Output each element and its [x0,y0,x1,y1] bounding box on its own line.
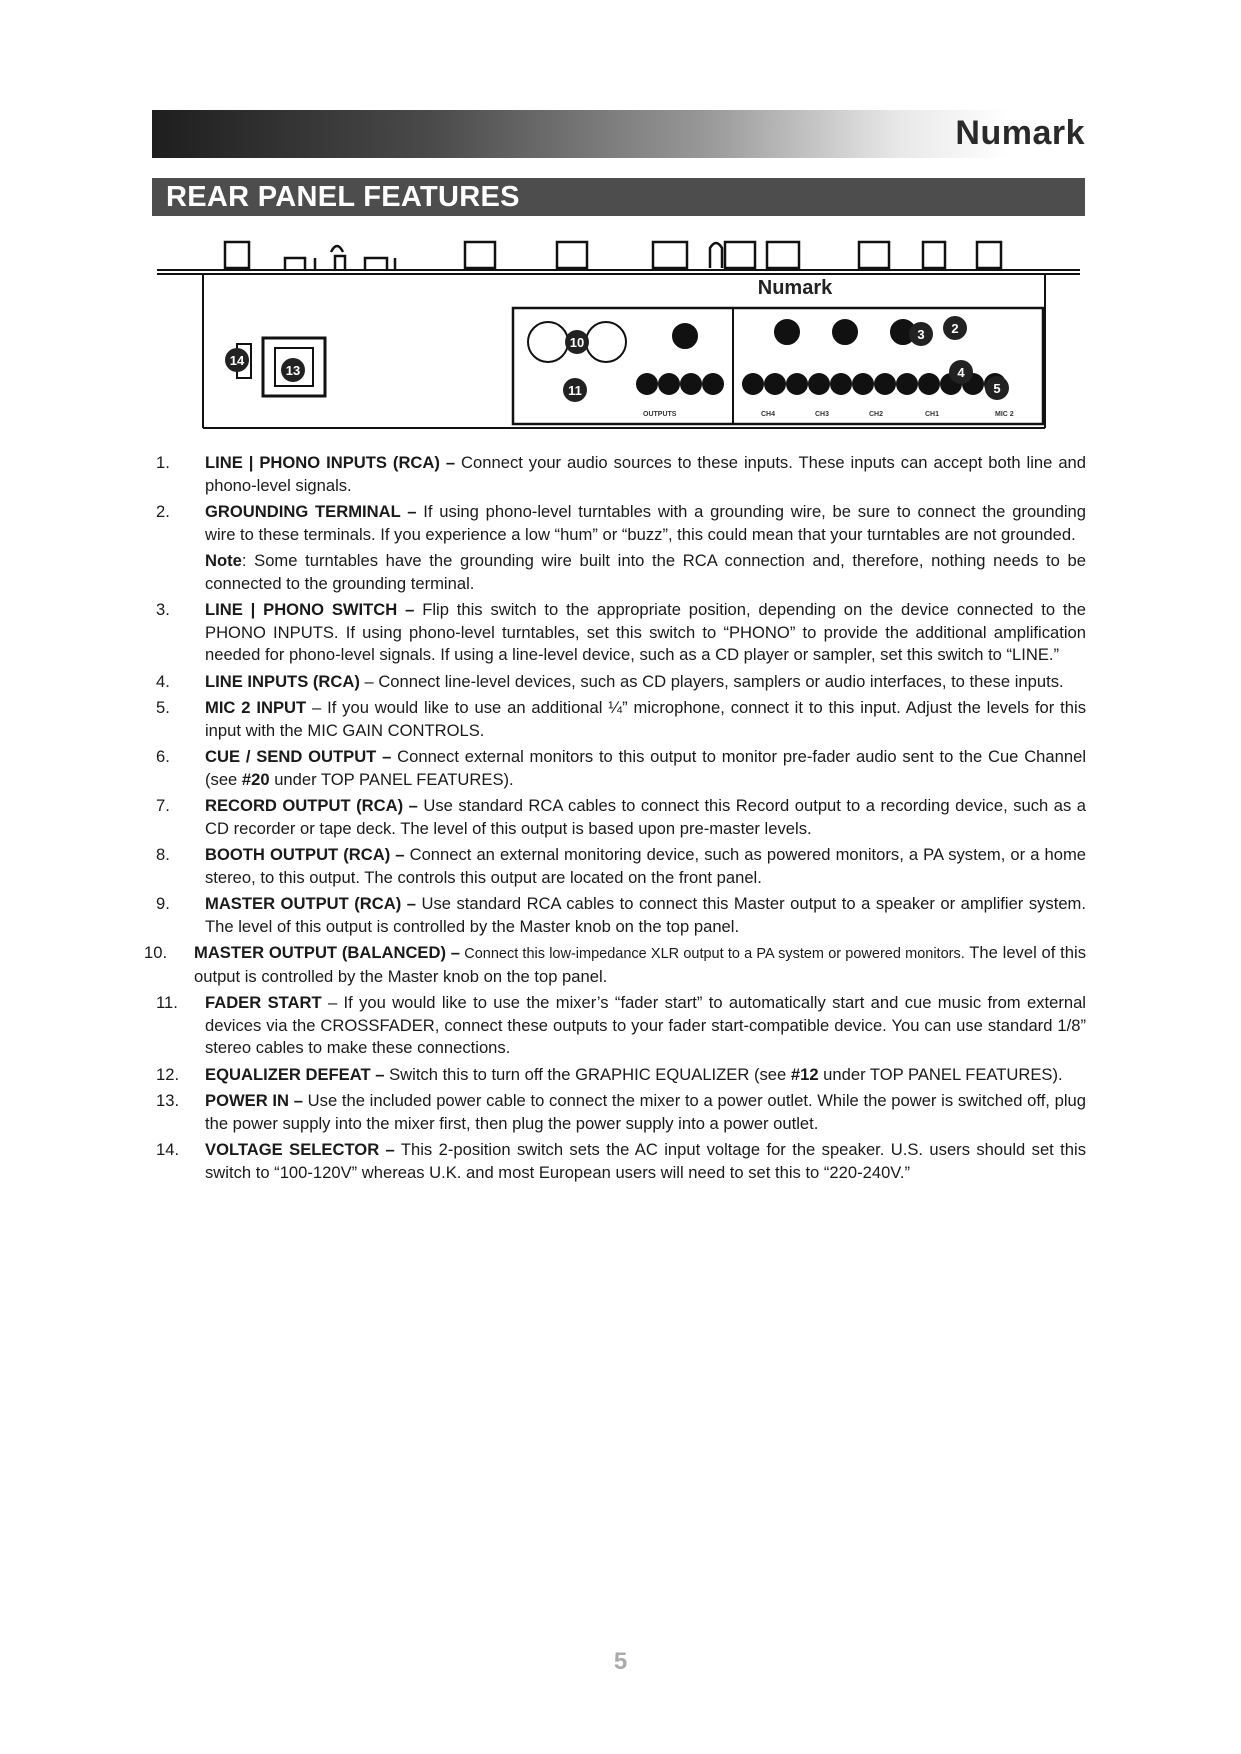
item-text: The level of this output is controlled by the Master knob on the top panel. [194,943,1086,986]
item-term: LINE | PHONO INPUTS (RCA) – [205,453,456,472]
item-term: CUE / SEND OUTPUT – [205,747,392,766]
panel-brand: Numark [757,277,833,299]
callout-10: 10 [569,335,585,350]
item-text: under TOP PANEL FEATURES). [818,1064,1063,1084]
feature-list [144,452,1087,1188]
item-term: RECORD OUTPUT (RCA) – [205,796,418,815]
list-item [152,844,1086,889]
item-reference: #12 [790,1064,819,1084]
item-number: 3. [156,600,170,619]
section-header [152,178,1085,216]
item-text: Switch this to turn off the GRAPHIC EQUALIZER (see [384,1064,791,1084]
item-term: LINE | PHONO SWITCH – [205,600,415,619]
item-term: MIC 2 INPUT [205,698,307,717]
item-term: GROUNDING TERMINAL – [205,502,417,521]
section-title: REAR PANEL FEATURES [166,181,520,213]
item-text: Connect your audio sources to these inputs. These inputs can accept both line and phono-level signals. [205,453,1087,495]
item-number: 9. [156,894,170,913]
item-term: EQUALIZER DEFEAT – [205,1064,385,1084]
item-term: VOLTAGE SELECTOR – [205,1140,395,1159]
item-number: 8. [156,845,170,864]
item-number: 11. [156,993,178,1012]
list-item [152,746,1086,791]
callout-14-left: 14 [229,353,245,368]
header-gradient-bar [152,110,1085,158]
label-ch4: CH4 [761,411,776,418]
callout-5: 5 [993,381,1001,396]
item-term: MASTER OUTPUT (RCA) – [205,894,416,913]
list-item [152,671,1086,694]
item-number: 13. [156,1091,180,1110]
item-number: 2. [156,502,170,521]
list-item [152,1090,1086,1135]
item-number: 12. [156,1064,180,1084]
list-item [152,697,1086,742]
list-item [152,795,1086,840]
item-term: FADER START [205,993,322,1012]
item-text: under TOP PANEL FEATURES). [269,769,514,789]
label-mic2: MIC 2 [995,411,1014,418]
item-text: – If you would like to use the mixer’s “fader start” to automatically start and cue music from external devices via the CROSSFADER, connect these outputs to your fader start-compatible device. You can use standard 1/8” stereo cables to make these connections. [205,993,1086,1057]
item-term: LINE INPUTS (RCA) [205,671,360,691]
item-text: – If you would like to use an additional ¼” microphone, connect it to this input. Adjust the levels for this input with the MIC GAIN CONTROLS. [205,698,1086,740]
brand-logo: Numark [955,114,1085,152]
item-text: Connect this low-impedance XLR output to a PA system or powered monitors. [460,946,965,962]
list-item [152,893,1086,938]
item-number: 4. [156,671,170,691]
list-item [152,452,1086,497]
label-ch1: CH1 [925,411,940,418]
item-text: Connect external monitors to this output to monitor pre-fader audio sent to the Cue Channel (see [205,747,1087,789]
item-number: 5. [156,698,170,717]
callout-13: 13 [285,363,301,378]
item-term: MASTER OUTPUT (BALANCED) – [194,943,461,962]
label-ch3: CH3 [815,411,830,418]
item-text: If using phono-level turntables with a grounding wire, be sure to connect the grounding wire to these terminals. If you experience a low “hum” or “buzz”, this could mean that your turntables are not grounded. [205,502,1087,544]
note-text: : Some turntables have the grounding wire built into the RCA connection and, therefore, nothing needs to be connected to the grounding terminal. [205,551,1086,593]
rear-panel-diagram [155,232,1085,432]
label-ch2: CH2 [869,411,884,418]
list-item [152,1064,1086,1087]
item-number: 14. [156,1140,180,1159]
list-item [152,501,1086,595]
item-number: 1. [156,453,170,472]
item-term: POWER IN – [205,1091,303,1110]
item-number: 6. [156,747,170,766]
item-number: 7. [156,796,170,815]
list-item [152,1139,1086,1184]
callout-4: 4 [957,365,965,380]
note-term: Note [205,551,242,570]
callout-11: 11 [568,383,582,398]
item-term: BOOTH OUTPUT (RCA) – [205,845,405,864]
list-item [144,942,1086,988]
item-text: Connect an external monitoring device, such as powered monitors, a PA system, or a home stereo, to this output. The controls this output are located on the front panel. [205,845,1087,887]
item-text: Flip this switch to the appropriate position, depending on the device connected to the PHONO INPUTS. If using phono-level turntables, set this switch to “PHONO” to provide the additional amplification needed for phono-level signals. If using a line-level device, such as a CD player or sampler, set this switch to “LINE.” [205,600,1086,664]
item-reference: #20 [241,769,270,789]
item-text: Use standard RCA cables to connect this Record output to a recording device, such as a CD recorder or tape deck. The level of this output is based upon pre-master levels. [205,796,1086,838]
callout-2: 2 [951,321,959,336]
item-text: – Connect line-level devices, such as CD players, samplers or audio interfaces, to these inputs. [359,671,1064,691]
label-outputs: OUTPUTS [643,411,677,418]
list-item [152,992,1086,1060]
item-number: 10. [144,943,168,962]
page-number: 5 [613,1648,628,1675]
item-text: This 2-position switch sets the AC input voltage for the speaker. U.S. users should set this switch to “100-120V” whereas U.K. and most European users will need to set this to “220-240V.” [205,1140,1087,1182]
callout-3: 3 [917,327,925,342]
item-text: Use the included power cable to connect the mixer to a power outlet. While the power is switched off, plug the power supply into the mixer first, then plug the power supply into a power outlet. [205,1091,1086,1133]
list-item [152,599,1086,667]
item-text: Use standard RCA cables to connect this Master output to a speaker or amplifier system. The level of this output is controlled by the Master knob on the top panel. [205,894,1086,936]
